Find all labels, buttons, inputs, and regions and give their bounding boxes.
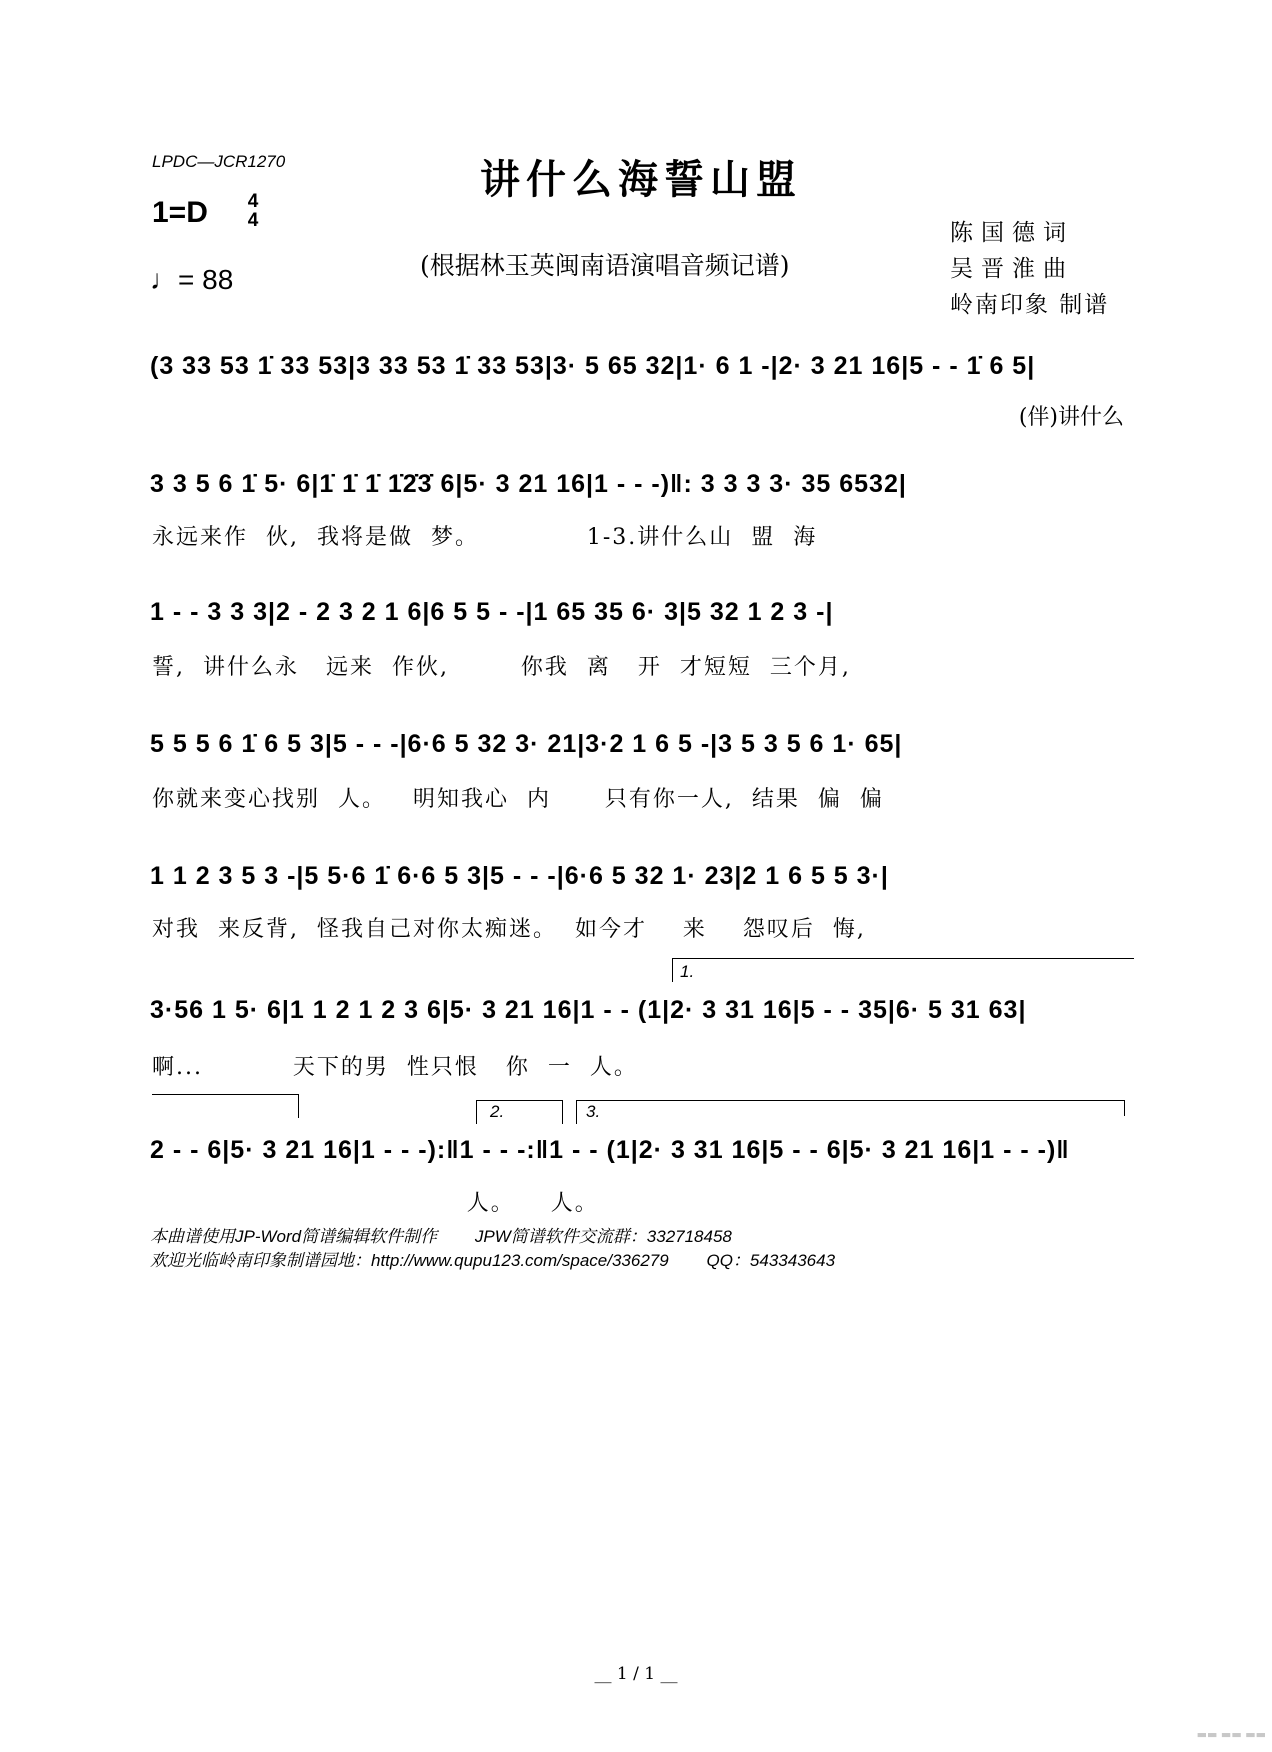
volta-3-label: 3. [586, 1102, 601, 1121]
volta-2-tick [476, 1100, 477, 1124]
composer-credit: 吴晋淮曲 [950, 256, 1074, 282]
corner-watermark: ▬▬ ▬▬ ▬▬ [1196, 1728, 1266, 1741]
accomp-label: (伴)讲什么 [1018, 405, 1124, 430]
volta-2-bracket [476, 1100, 562, 1101]
score-line-5: 1 1 2 3 5 3 -|5 5·6 1̇ 6·6 5 3|5 - - -|6·6 5 32 1· 23|2 1 6 5 5 3·| [150, 862, 889, 890]
page-number: __ 1 / 1 __ [594, 1664, 678, 1684]
tempo-marking [150, 264, 233, 296]
score-line-2: 3 3 5 6 1̇ 5· 6|1̇ 1̇ 1̇ 1̇2̇3̇ 6|5· 3 21 16|1 - - -)‖: 3 3 3 3· 35 6532| [150, 470, 907, 498]
score-line-4: 5 5 5 6 1̇ 6 5 3|5 - - -|6·6 5 32 3· 21|3·2 1 6 5 -|3 5 3 5 6 1· 65| [150, 730, 903, 758]
song-title: 讲什么海誓山盟 [480, 156, 802, 203]
score-line-6: 3·56 1 5· 6|1 1 2 1 2 3 6|5· 3 21 16|1 - - (1|2· 3 31 16|5 - - 35|6· 5 31 63| [150, 996, 1027, 1024]
volta-3-end-tick [1124, 1100, 1125, 1116]
lyric-line-4: 你就来变心找别 人。 明知我心 内 只有你一人, 结果 偏 偏 [152, 787, 884, 812]
quarter-note-icon: ♩ [150, 264, 178, 295]
time-signature-bottom: 4 [247, 210, 259, 231]
footer-software-note: 本曲谱使用JP-Word简谱编辑软件制作 JPW简谱软件交流群：332718458 [150, 1227, 732, 1246]
volta-3-tick [576, 1100, 577, 1124]
score-line-1: (3 33 53 1̇ 33 53|3 33 53 1̇ 33 53|3· 5 65 32|1· 6 1 -|2· 3 21 16|5 - - 1̇ 6 5| [150, 352, 1036, 380]
lyric-line-2: 永远来作 伙, 我将是做 梦。 1-3.讲什么山 盟 海 [152, 525, 818, 550]
volta-3-bracket [576, 1100, 1124, 1101]
arranger-credit: 岭南印象 制谱 [950, 292, 1110, 318]
score-line-3: 1 - - 3 3 3|2 - 2 3 2 1 6|6 5 5 - -|1 65 35 6· 3|5 32 1 2 3 -| [150, 598, 834, 626]
lyricist-credit: 陈国德词 [950, 220, 1074, 246]
time-signature [240, 192, 266, 230]
volta-1-bracket [672, 958, 1134, 959]
time-signature-top: 4 [247, 191, 259, 212]
volta-2-label: 2. [490, 1102, 505, 1121]
volta-1-end-tick [298, 1094, 299, 1118]
lyric-line-3: 誓, 讲什么永 远来 作伙, 你我 离 开 才短短 三个月, [152, 655, 851, 680]
lyric-line-7: 人。 人。 [152, 1191, 599, 1216]
score-line-7: 2 - - 6|5· 3 21 16|1 - - -):‖1 - - -:‖1 - - (1|2· 3 31 16|5 - - 6|5· 3 21 16|1 - - -)‖ [150, 1136, 1070, 1164]
volta-1-tick [672, 958, 673, 982]
key-signature: 1=D [152, 196, 208, 229]
score-code: LPDC—JCR1270 [152, 152, 286, 171]
volta-1-label: 1. [680, 962, 695, 981]
lyric-line-6: 啊... 天下的男 性只恨 你 一 人。 [152, 1055, 638, 1080]
volta-2-end-tick [562, 1100, 563, 1124]
footer-website-note: 欢迎光临岭南印象制谱园地：http://www.qupu123.com/space/336279 QQ：543343643 [150, 1251, 836, 1270]
lyric-line-5: 对我 来反背, 怪我自己对你太痴迷。 如今才 来 怨叹后 悔, [152, 917, 866, 942]
subtitle: (根据林玉英闽南语演唱音频记谱) [420, 251, 790, 280]
volta-1-bracket-end [152, 1094, 298, 1095]
tempo-value: = 88 [178, 264, 234, 295]
